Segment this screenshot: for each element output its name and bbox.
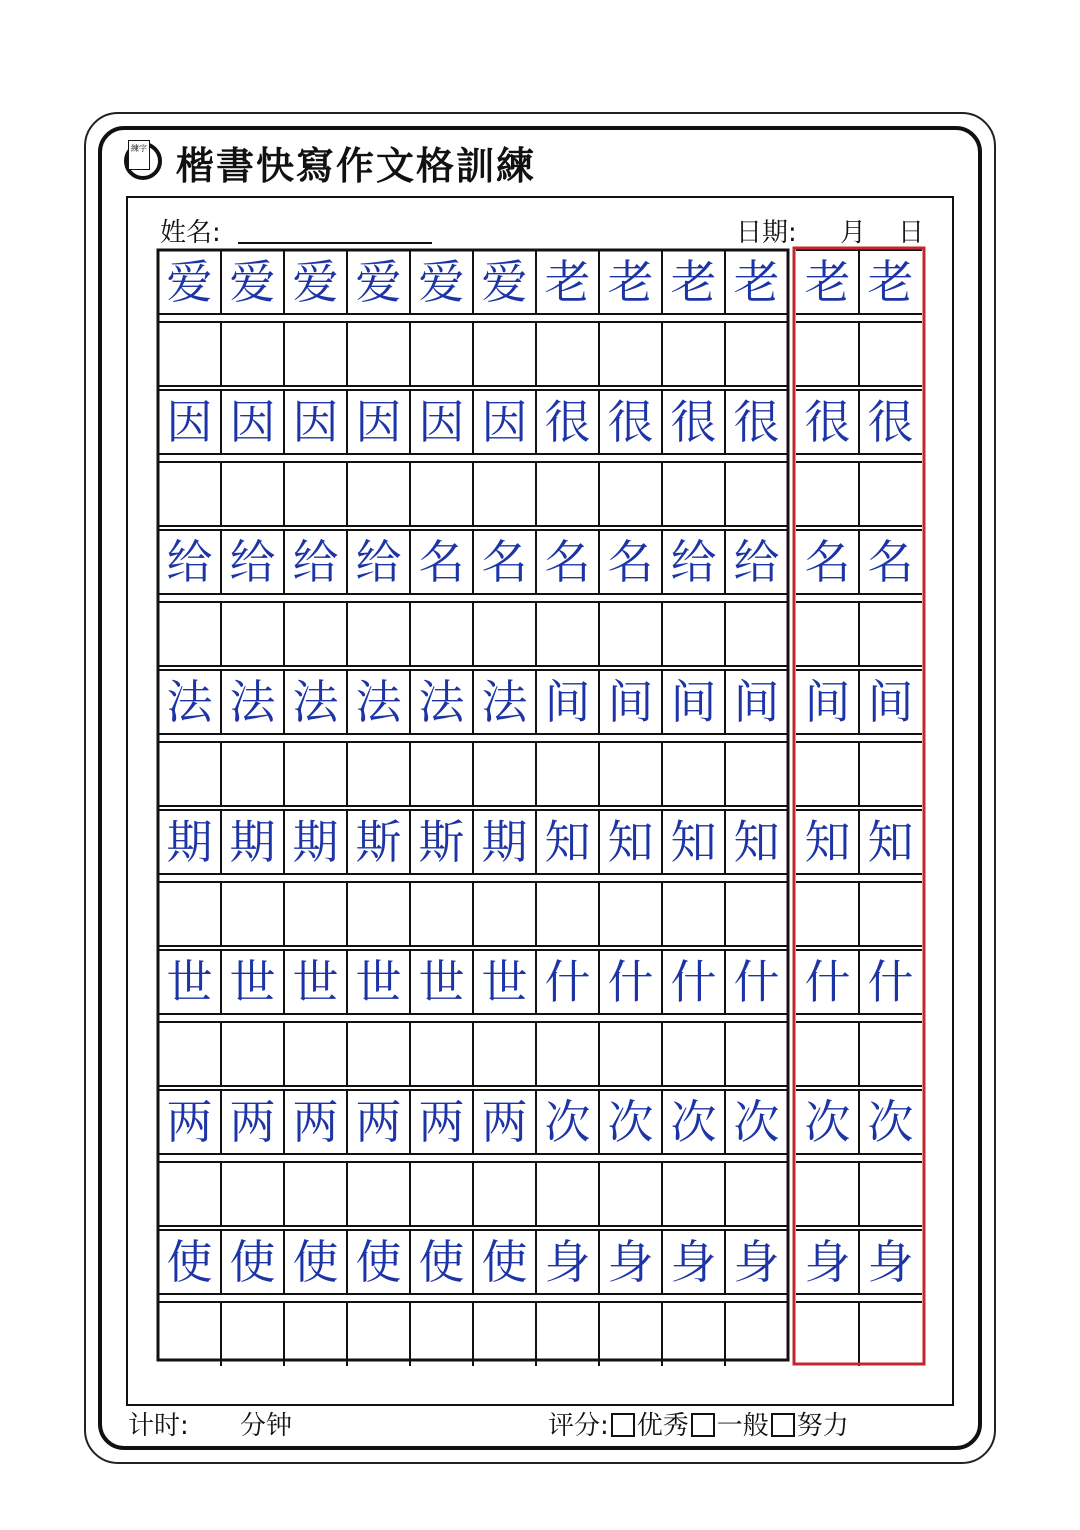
practice-char: 法	[166, 675, 213, 729]
checkbox-average[interactable]	[691, 1413, 715, 1437]
practice-char: 两	[481, 1095, 528, 1149]
practice-char: 期	[166, 815, 213, 869]
practice-char: 两	[418, 1095, 465, 1149]
practice-char: 什	[670, 955, 717, 1009]
practice-char: 爱	[481, 255, 528, 309]
practice-char: 次	[544, 1095, 591, 1149]
option-excellent: 优秀	[636, 1411, 689, 1441]
practice-char: 世	[166, 955, 213, 1009]
practice-char: 什	[804, 955, 851, 1009]
practice-char: 身	[867, 1235, 914, 1289]
option-average: 一般	[716, 1411, 769, 1441]
date-label: 日期:	[736, 218, 797, 248]
practice-char: 两	[229, 1095, 276, 1149]
practice-char: 爱	[229, 255, 276, 309]
practice-char: 使	[166, 1235, 213, 1289]
logo-seal: 練字	[128, 140, 150, 170]
practice-char: 世	[418, 955, 465, 1009]
practice-char: 因	[418, 395, 465, 449]
practice-char: 很	[867, 395, 914, 449]
practice-char: 因	[166, 395, 213, 449]
practice-char: 斯	[355, 815, 402, 869]
practice-char: 老	[544, 255, 591, 309]
practice-char: 间	[804, 675, 851, 729]
practice-char: 期	[229, 815, 276, 869]
practice-char: 什	[867, 955, 914, 1009]
page-title: 楷書快寫作文格訓練	[176, 143, 537, 188]
practice-char: 名	[418, 535, 465, 589]
practice-char: 因	[481, 395, 528, 449]
practice-char: 身	[544, 1235, 591, 1289]
practice-char: 给	[733, 535, 780, 589]
practice-char: 名	[481, 535, 528, 589]
practice-char: 很	[544, 395, 591, 449]
practice-char: 身	[733, 1235, 780, 1289]
practice-char: 间	[867, 675, 914, 729]
practice-char: 给	[229, 535, 276, 589]
practice-char: 知	[733, 815, 780, 869]
practice-char: 次	[670, 1095, 717, 1149]
practice-char: 因	[229, 395, 276, 449]
practice-char: 次	[867, 1095, 914, 1149]
practice-char: 斯	[418, 815, 465, 869]
month-label: 月	[840, 218, 867, 248]
practice-char: 法	[229, 675, 276, 729]
checkbox-effort[interactable]	[771, 1413, 795, 1437]
rating-area	[548, 1406, 849, 1446]
practice-char: 使	[292, 1235, 339, 1289]
practice-char: 很	[733, 395, 780, 449]
practice-char: 名	[867, 535, 914, 589]
practice-char: 老	[607, 255, 654, 309]
practice-char: 身	[607, 1235, 654, 1289]
practice-char: 法	[481, 675, 528, 729]
practice-char: 期	[481, 815, 528, 869]
score-label: 评分:	[548, 1411, 609, 1441]
practice-char: 间	[733, 675, 780, 729]
practice-char: 爱	[166, 255, 213, 309]
practice-char: 名	[607, 535, 654, 589]
practice-char: 给	[670, 535, 717, 589]
day-label: 日	[898, 218, 925, 248]
practice-char: 名	[804, 535, 851, 589]
practice-char: 两	[292, 1095, 339, 1149]
practice-char: 使	[418, 1235, 465, 1289]
practice-char: 间	[544, 675, 591, 729]
practice-char: 老	[670, 255, 717, 309]
practice-char: 知	[804, 815, 851, 869]
practice-char: 老	[733, 255, 780, 309]
practice-char: 知	[867, 815, 914, 869]
practice-char: 两	[166, 1095, 213, 1149]
time-label: 计时:	[128, 1411, 189, 1441]
practice-char: 名	[544, 535, 591, 589]
practice-char: 知	[670, 815, 717, 869]
practice-char: 什	[607, 955, 654, 1009]
practice-char: 知	[544, 815, 591, 869]
practice-char: 间	[670, 675, 717, 729]
practice-char: 什	[733, 955, 780, 1009]
practice-char: 因	[292, 395, 339, 449]
practice-char: 爱	[355, 255, 402, 309]
practice-char: 因	[355, 395, 402, 449]
practice-char: 法	[418, 675, 465, 729]
checkbox-excellent[interactable]	[611, 1413, 635, 1437]
name-label: 姓名:	[160, 218, 221, 248]
practice-char: 期	[292, 815, 339, 869]
practice-char: 身	[804, 1235, 851, 1289]
practice-char: 使	[229, 1235, 276, 1289]
practice-char: 次	[733, 1095, 780, 1149]
practice-char: 爱	[418, 255, 465, 309]
practice-char: 间	[607, 675, 654, 729]
option-effort: 努力	[796, 1411, 849, 1441]
minutes-label: 分钟	[240, 1411, 293, 1441]
practice-char: 很	[607, 395, 654, 449]
practice-char: 法	[292, 675, 339, 729]
practice-char: 世	[292, 955, 339, 1009]
practice-char: 给	[166, 535, 213, 589]
practice-char: 两	[355, 1095, 402, 1149]
practice-char: 使	[355, 1235, 402, 1289]
practice-char: 次	[804, 1095, 851, 1149]
practice-char: 世	[229, 955, 276, 1009]
practice-char: 很	[670, 395, 717, 449]
practice-char: 使	[481, 1235, 528, 1289]
practice-char: 法	[355, 675, 402, 729]
practice-char: 什	[544, 955, 591, 1009]
practice-char: 老	[867, 255, 914, 309]
practice-char: 次	[607, 1095, 654, 1149]
practice-char: 给	[292, 535, 339, 589]
practice-char: 身	[670, 1235, 717, 1289]
practice-char: 很	[804, 395, 851, 449]
practice-char: 知	[607, 815, 654, 869]
practice-char: 爱	[292, 255, 339, 309]
practice-char: 给	[355, 535, 402, 589]
practice-char: 老	[804, 255, 851, 309]
practice-char: 世	[355, 955, 402, 1009]
practice-char: 世	[481, 955, 528, 1009]
